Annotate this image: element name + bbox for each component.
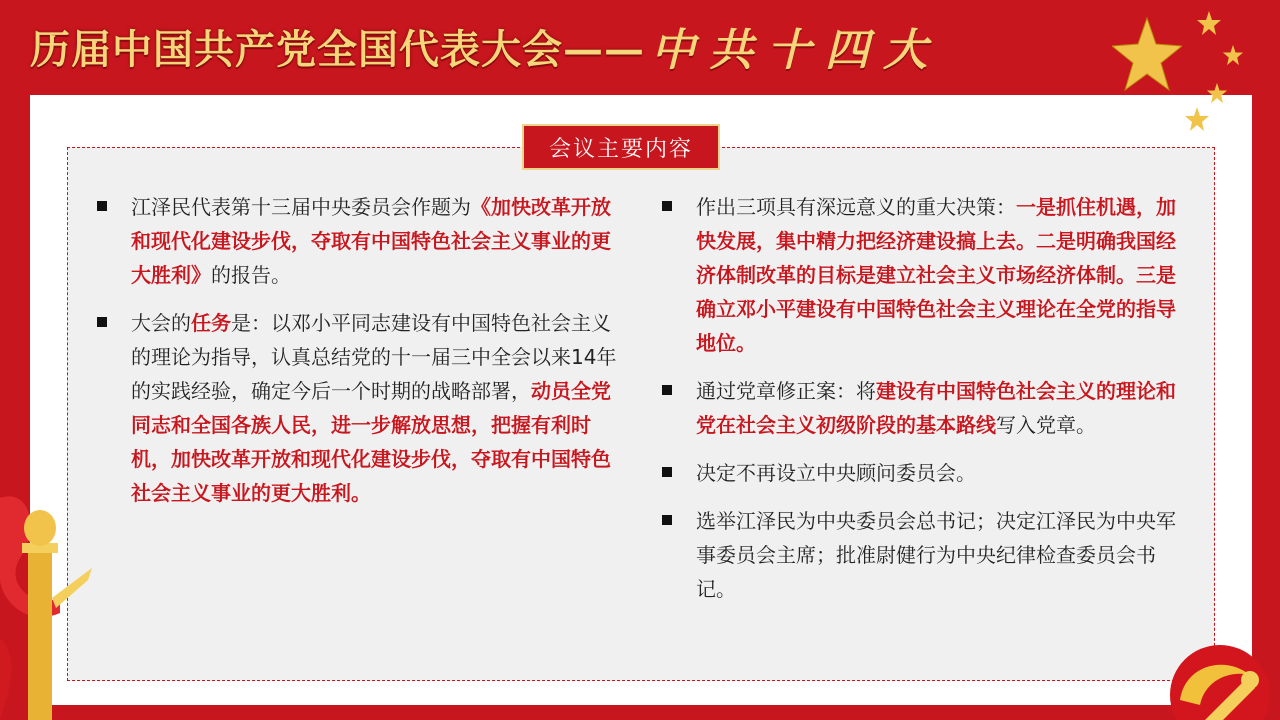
bullet-icon: [97, 201, 107, 211]
highlight-text: 《加快改革开放和现代化建设步伐，夺取有中国特色社会主义事业的更大胜利》: [131, 195, 611, 287]
star-icon: [1184, 106, 1210, 132]
list-item: [660, 190, 1190, 360]
body-text: 是：以邓小平同志建设有中国特色社会主义的理论为指导，认真总结党的十一届三中全会以来14年的实践经验，确定今后一个时期的战略部署，: [131, 311, 617, 403]
body-text: 写入党章。: [996, 413, 1096, 437]
left-column: [95, 190, 625, 524]
page-title: 历届中国共产党全国代表大会——: [30, 25, 645, 73]
list-item: [660, 504, 1190, 606]
star-icon: [1222, 44, 1244, 66]
body-text: 作出三项具有深远意义的重大决策：: [696, 195, 1016, 219]
list-item: [660, 456, 1190, 490]
body-text: 江泽民代表第十三届中央委员会作题为: [131, 195, 471, 219]
bullet-icon: [662, 515, 672, 525]
bullet-icon: [662, 385, 672, 395]
bullet-icon: [662, 467, 672, 477]
right-column: [660, 190, 1190, 620]
highlight-text: 一是抓住机遇，加快发展，集中精力把经济建设搞上去。二是明确我国经济体制改革的目标是建立社会主义市场经济体制。三是确立邓小平建设有中国特色社会主义理论在全党的指导地位。: [696, 195, 1176, 355]
list-item: [660, 374, 1190, 442]
bullet-icon: [97, 317, 107, 327]
body-text: 大会的: [131, 311, 191, 335]
star-icon: [1112, 16, 1182, 92]
body-text: 决定不再设立中央顾问委员会。: [696, 461, 976, 485]
star-icon: [1206, 82, 1228, 104]
page-subtitle: 中共十四大: [651, 25, 941, 76]
section-tag: 会议主要内容: [522, 124, 720, 170]
body-text: 通过党章修正案：将: [696, 379, 876, 403]
body-text: 选举江泽民为中央委员会总书记；决定江泽民为中央军事委员会主席；批准尉健行为中央纪律检查委员会书记。: [696, 509, 1176, 601]
body-text: 的报告。: [211, 263, 291, 287]
highlight-text: 建设有中国特色社会主义的理论和党在社会主义初级阶段的基本路线: [696, 379, 1176, 437]
highlight-text: 动员全党同志和全国各族人民，进一步解放思想，把握有利时机，加快改革开放和现代化建设步伐，夺取有中国特色社会主义事业的更大胜利。: [131, 379, 611, 505]
bullet-icon: [662, 201, 672, 211]
highlight-text: 任务: [191, 311, 231, 335]
list-item: [95, 190, 625, 292]
huabiao-pillar-icon: [0, 488, 95, 720]
star-icon: [1196, 10, 1222, 36]
page-header: [30, 6, 941, 86]
party-emblem-icon: [1150, 640, 1280, 720]
list-item: [95, 306, 625, 510]
